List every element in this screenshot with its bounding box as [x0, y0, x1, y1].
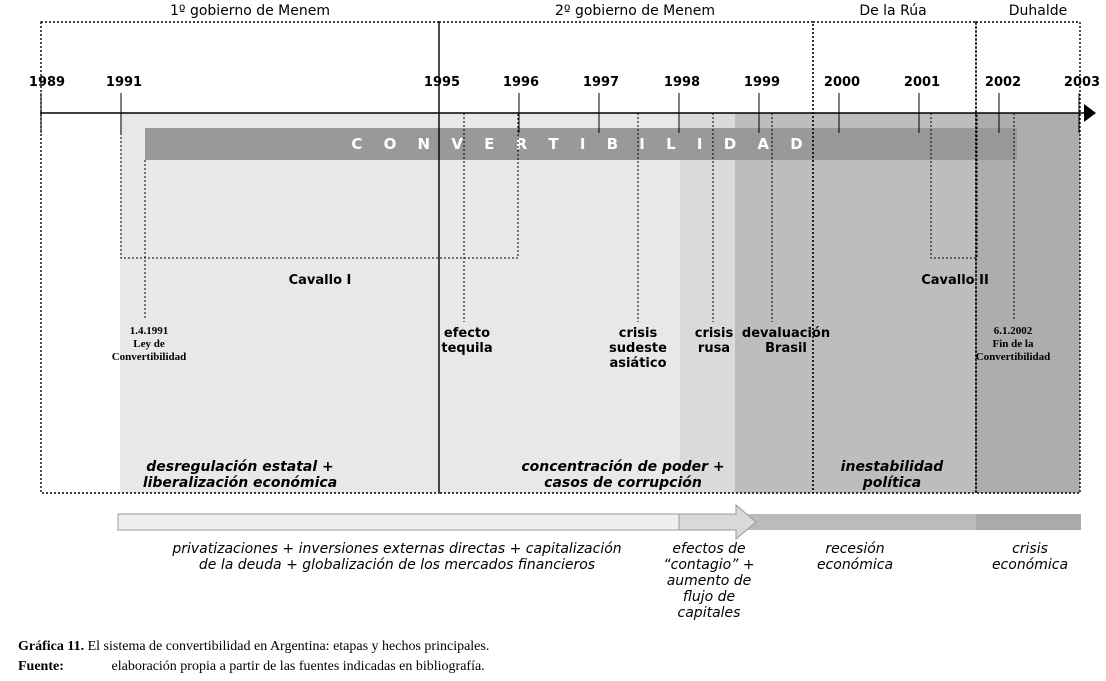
phase-3-line1: inestabilidad	[840, 459, 944, 475]
event-asia-line2: sudeste	[609, 341, 667, 356]
government-label-menem2: 2º gobierno de Menem	[555, 3, 715, 19]
year-label: 1991	[105, 75, 143, 90]
economy-2-line1: efectos de	[672, 541, 746, 557]
economy-2-line2: “contagio” +	[663, 557, 755, 573]
source-label: Fuente:	[18, 659, 64, 674]
year-label: 1989	[28, 75, 66, 90]
year-label: 1998	[663, 75, 701, 90]
caption-label: Gráfica 11.	[18, 639, 85, 654]
year-label: 1999	[743, 75, 781, 90]
economy-2-line4: flujo de	[682, 589, 736, 605]
economy-2-line3: aumento de	[666, 573, 752, 589]
economy-1-line2: de la deuda + globalización de los mercados financieros	[198, 557, 596, 573]
minister-label-cavallo-2: Cavallo II	[921, 273, 989, 288]
phase-1-line2: liberalización económica	[142, 475, 338, 491]
event-asia-line3: asiático	[609, 356, 667, 371]
phase-2-line2: casos de corrupción	[544, 475, 702, 491]
event-end-date: 6.1.2002	[993, 325, 1033, 337]
event-start-date: 1.4.1991	[129, 325, 169, 337]
economy-bar-segment-1	[118, 514, 679, 530]
year-label: 1995	[423, 75, 461, 90]
event-tequila-line1: efecto	[443, 326, 491, 341]
axis-arrow-icon	[1084, 104, 1096, 122]
event-rusa-line1: crisis	[694, 326, 734, 341]
economy-bar-segment-4	[976, 514, 1081, 530]
phase-3-line2: política	[862, 475, 922, 491]
year-label: 2000	[823, 75, 861, 90]
period-shade-4	[975, 113, 1080, 493]
phase-2-line1: concentración de poder +	[521, 459, 725, 475]
economy-bar-segment-3	[736, 514, 976, 530]
year-label: 2002	[984, 75, 1022, 90]
event-brasil-line2: Brasil	[765, 341, 807, 356]
year-label: 2003	[1063, 75, 1101, 90]
period-shade-2	[680, 113, 735, 493]
economy-3-line2: económica	[816, 557, 894, 573]
event-tequila-line2: tequila	[441, 341, 493, 356]
figure-source	[18, 659, 485, 675]
economy-1-line1: privatizaciones + inversiones externas directas + capitalización	[172, 541, 622, 557]
event-start-line3: Convertibilidad	[111, 351, 187, 363]
event-end-line2: Fin de la	[992, 338, 1034, 350]
event-asia-line1: crisis	[618, 326, 658, 341]
economy-2-line5: capitales	[677, 605, 741, 621]
economy-arrow-icon	[679, 505, 756, 539]
year-label: 1996	[502, 75, 540, 90]
event-brasil-line1: devaluación	[741, 326, 831, 341]
source-text: elaboración propia a partir de las fuentes indicadas en bibliografía.	[111, 659, 485, 674]
economy-3-line1: recesión	[825, 541, 885, 557]
economy-4-line2: económica	[991, 557, 1069, 573]
period-shade-3	[735, 113, 975, 493]
event-end-line3: Convertibilidad	[975, 351, 1051, 363]
figure-caption	[18, 639, 489, 655]
convertibility-label: C O N V E R T I B I L I D A D	[351, 135, 811, 153]
government-label-menem1: 1º gobierno de Menem	[170, 3, 330, 19]
phase-1-line1: desregulación estatal +	[146, 459, 334, 475]
year-label: 2001	[903, 75, 941, 90]
period-shade-1	[120, 113, 680, 493]
event-rusa-line2: rusa	[697, 341, 731, 356]
caption-text: El sistema de convertibilidad en Argentina: etapas y hechos principales.	[87, 639, 490, 654]
government-label-delarua: De la Rúa	[859, 3, 927, 19]
event-start-line2: Ley de	[133, 338, 165, 350]
year-label: 1997	[582, 75, 620, 90]
minister-label-cavallo-1: Cavallo I	[288, 273, 352, 288]
economy-4-line1: crisis	[1012, 541, 1048, 557]
government-label-duhalde: Duhalde	[1008, 3, 1068, 19]
